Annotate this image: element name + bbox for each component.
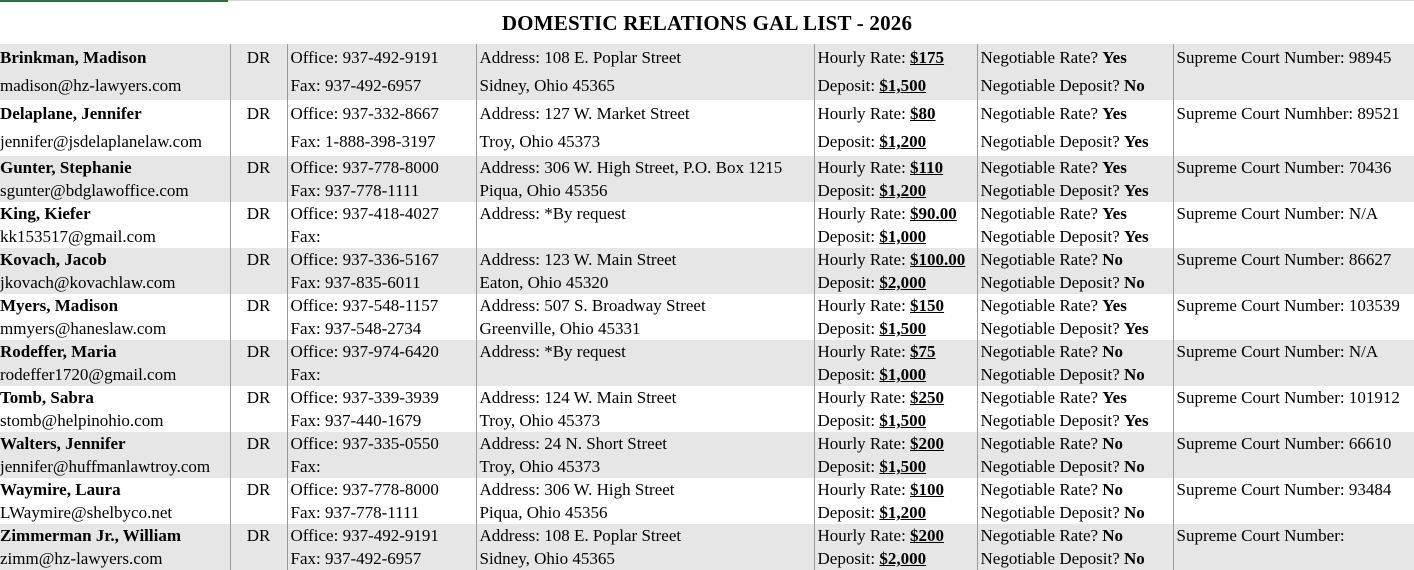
office-phone: Office: 937-418-4027	[291, 202, 476, 225]
negotiable-rate-value: No	[1102, 250, 1123, 269]
phone-cell	[287, 340, 476, 386]
negotiable-rate-value: Yes	[1102, 204, 1127, 223]
office-phone: Office: 937-548-1157	[291, 294, 476, 317]
fax-number: Fax:	[291, 363, 476, 386]
address-line-1: Address: *By request	[480, 340, 814, 363]
negotiable-rate-value: No	[1102, 434, 1123, 453]
hourly-rate-value: $90.00	[910, 204, 957, 223]
negotiable-rate-value: No	[1102, 480, 1123, 499]
rate-cell	[814, 100, 977, 156]
negotiable-rate-value: Yes	[1102, 158, 1127, 177]
address-cell	[476, 524, 814, 570]
rate-cell	[814, 524, 977, 570]
negotiable-rate-value: Yes	[1102, 388, 1127, 407]
office-phone: Office: 937-492-9191	[291, 44, 476, 72]
address-line-2: Piqua, Ohio 45356	[480, 501, 814, 524]
accent-bar	[0, 0, 228, 2]
case-type: DR	[231, 524, 287, 547]
deposit-value: $1,200	[879, 132, 926, 151]
rate-cell	[814, 340, 977, 386]
address-line-2: Sidney, Ohio 45365	[480, 72, 814, 100]
negotiable-rate-label: Negotiable Rate?	[981, 104, 1103, 123]
table-row	[0, 100, 1414, 156]
table-row	[0, 478, 1414, 524]
case-type: DR	[231, 248, 287, 271]
negotiable-deposit-label: Negotiable Deposit?	[981, 273, 1125, 292]
rate-cell	[814, 478, 977, 524]
negotiable-rate-label: Negotiable Rate?	[981, 434, 1103, 453]
deposit-label: Deposit:	[818, 411, 880, 430]
attorney-email[interactable]: LWaymire@shelbyco.net	[0, 501, 230, 524]
fax-number: Fax: 937-778-1111	[291, 179, 476, 202]
negotiable-cell	[977, 340, 1173, 386]
negotiable-deposit-label: Negotiable Deposit?	[981, 411, 1125, 430]
supreme-court-cell	[1173, 478, 1414, 524]
negotiable-rate-label: Negotiable Rate?	[981, 250, 1103, 269]
hourly-rate-value: $200	[910, 434, 944, 453]
deposit-label: Deposit:	[818, 503, 880, 522]
office-phone: Office: 937-332-8667	[291, 100, 476, 128]
negotiable-cell	[977, 44, 1173, 100]
hourly-rate-value: $200	[910, 526, 944, 545]
attorney-email[interactable]: jennifer@jsdelaplanelaw.com	[0, 128, 230, 156]
type-cell	[230, 44, 287, 100]
negotiable-rate-value: No	[1102, 342, 1123, 361]
attorney-name: Tomb, Sabra	[0, 386, 230, 409]
hourly-rate-label: Hourly Rate:	[818, 104, 911, 123]
name-cell	[0, 44, 230, 100]
hourly-rate-label: Hourly Rate:	[818, 296, 911, 315]
type-cell	[230, 248, 287, 294]
deposit-value: $1,200	[879, 503, 926, 522]
address-line-2: Troy, Ohio 45373	[480, 455, 814, 478]
address-line-1: Address: 124 W. Main Street	[480, 386, 814, 409]
name-cell	[0, 386, 230, 432]
attorney-name: King, Kiefer	[0, 202, 230, 225]
attorney-name: Waymire, Laura	[0, 478, 230, 501]
address-line-2: Piqua, Ohio 45356	[480, 179, 814, 202]
rate-cell	[814, 44, 977, 100]
fax-number: Fax: 937-548-2734	[291, 317, 476, 340]
attorney-email[interactable]: rodeffer1720@gmail.com	[0, 363, 230, 386]
supreme-court-number: Supreme Court Number: 103539	[1177, 294, 1414, 317]
negotiable-deposit-value: No	[1124, 457, 1145, 476]
negotiable-rate-value: Yes	[1102, 296, 1127, 315]
case-type: DR	[231, 44, 287, 72]
type-cell	[230, 478, 287, 524]
negotiable-rate-label: Negotiable Rate?	[981, 48, 1103, 67]
name-cell	[0, 340, 230, 386]
negotiable-rate-label: Negotiable Rate?	[981, 342, 1103, 361]
supreme-court-number: Supreme Court Number: 101912	[1177, 386, 1414, 409]
hourly-rate-value: $100	[910, 480, 944, 499]
phone-cell	[287, 248, 476, 294]
table-row	[0, 340, 1414, 386]
negotiable-cell	[977, 478, 1173, 524]
negotiable-rate-label: Negotiable Rate?	[981, 526, 1103, 545]
hourly-rate-label: Hourly Rate:	[818, 48, 911, 67]
negotiable-cell	[977, 156, 1173, 202]
office-phone: Office: 937-335-0550	[291, 432, 476, 455]
attorney-email[interactable]: mmyers@haneslaw.com	[0, 317, 230, 340]
supreme-court-number: Supreme Court Numhber: 89521	[1177, 100, 1414, 128]
hourly-rate-label: Hourly Rate:	[818, 434, 911, 453]
negotiable-deposit-value: Yes	[1124, 411, 1149, 430]
address-cell	[476, 156, 814, 202]
attorney-email[interactable]: zimm@hz-lawyers.com	[0, 547, 230, 570]
supreme-court-cell	[1173, 156, 1414, 202]
negotiable-cell	[977, 524, 1173, 570]
table-row	[0, 44, 1414, 100]
rate-cell	[814, 432, 977, 478]
supreme-court-cell	[1173, 44, 1414, 100]
address-cell	[476, 248, 814, 294]
hourly-rate-value: $80	[910, 104, 936, 123]
fax-number: Fax: 937-440-1679	[291, 409, 476, 432]
phone-cell	[287, 294, 476, 340]
type-cell	[230, 294, 287, 340]
supreme-court-number: Supreme Court Number: 66610	[1177, 432, 1414, 455]
negotiable-rate-label: Negotiable Rate?	[981, 388, 1103, 407]
deposit-value: $1,500	[879, 457, 926, 476]
negotiable-deposit-value: Yes	[1124, 319, 1149, 338]
negotiable-cell	[977, 248, 1173, 294]
table-row	[0, 202, 1414, 248]
negotiable-deposit-value: Yes	[1124, 132, 1149, 151]
address-line-2: Greenville, Ohio 45331	[480, 317, 814, 340]
type-cell	[230, 386, 287, 432]
hourly-rate-value: $150	[910, 296, 944, 315]
case-type: DR	[231, 202, 287, 225]
negotiable-rate-label: Negotiable Rate?	[981, 296, 1103, 315]
negotiable-rate-label: Negotiable Rate?	[981, 480, 1103, 499]
hourly-rate-label: Hourly Rate:	[818, 158, 911, 177]
hourly-rate-label: Hourly Rate:	[818, 250, 911, 269]
address-line-1: Address: 108 E. Poplar Street	[480, 44, 814, 72]
attorney-email[interactable]: sgunter@bdglawoffice.com	[0, 179, 230, 202]
page-title: DOMESTIC RELATIONS GAL LIST - 2026	[0, 11, 1414, 36]
deposit-value: $2,000	[879, 549, 926, 568]
negotiable-deposit-label: Negotiable Deposit?	[981, 132, 1125, 151]
name-cell	[0, 478, 230, 524]
attorney-email[interactable]: kk153517@gmail.com	[0, 225, 230, 248]
type-cell	[230, 156, 287, 202]
attorney-email[interactable]: madison@hz-lawyers.com	[0, 72, 230, 100]
type-cell	[230, 340, 287, 386]
case-type: DR	[231, 432, 287, 455]
attorney-email[interactable]: jennifer@huffmanlawtroy.com	[0, 455, 230, 478]
attorney-email[interactable]: stomb@helpinohio.com	[0, 409, 230, 432]
office-phone: Office: 937-974-6420	[291, 340, 476, 363]
address-cell	[476, 202, 814, 248]
address-line-1: Address: *By request	[480, 202, 814, 225]
supreme-court-cell	[1173, 294, 1414, 340]
deposit-value: $1,500	[879, 319, 926, 338]
rate-cell	[814, 202, 977, 248]
supreme-court-number: Supreme Court Number: N/A	[1177, 340, 1414, 363]
office-phone: Office: 937-339-3939	[291, 386, 476, 409]
deposit-label: Deposit:	[818, 132, 880, 151]
case-type: DR	[231, 100, 287, 128]
fax-number: Fax:	[291, 225, 476, 248]
negotiable-deposit-value: No	[1124, 273, 1145, 292]
hourly-rate-value: $250	[910, 388, 944, 407]
office-phone: Office: 937-492-9191	[291, 524, 476, 547]
phone-cell	[287, 386, 476, 432]
negotiable-deposit-value: Yes	[1124, 227, 1149, 246]
negotiable-cell	[977, 386, 1173, 432]
office-phone: Office: 937-778-8000	[291, 156, 476, 179]
address-line-1: Address: 123 W. Main Street	[480, 248, 814, 271]
hourly-rate-value: $175	[910, 48, 944, 67]
address-line-2: Eaton, Ohio 45320	[480, 271, 814, 294]
rate-cell	[814, 386, 977, 432]
supreme-court-cell	[1173, 524, 1414, 570]
attorney-name: Walters, Jennifer	[0, 432, 230, 455]
name-cell	[0, 156, 230, 202]
address-cell	[476, 294, 814, 340]
negotiable-cell	[977, 100, 1173, 156]
negotiable-rate-value: Yes	[1102, 104, 1127, 123]
deposit-label: Deposit:	[818, 181, 880, 200]
deposit-value: $1,000	[879, 365, 926, 384]
name-cell	[0, 294, 230, 340]
phone-cell	[287, 202, 476, 248]
attorney-email[interactable]: jkovach@kovachlaw.com	[0, 271, 230, 294]
office-phone: Office: 937-336-5167	[291, 248, 476, 271]
supreme-court-cell	[1173, 432, 1414, 478]
negotiable-cell	[977, 294, 1173, 340]
deposit-label: Deposit:	[818, 549, 880, 568]
address-line-1: Address: 127 W. Market Street	[480, 100, 814, 128]
address-line-2: Sidney, Ohio 45365	[480, 547, 814, 570]
address-line-1: Address: 507 S. Broadway Street	[480, 294, 814, 317]
gal-table	[0, 44, 1414, 570]
table-row	[0, 524, 1414, 570]
office-phone: Office: 937-778-8000	[291, 478, 476, 501]
type-cell	[230, 100, 287, 156]
address-cell	[476, 44, 814, 100]
phone-cell	[287, 478, 476, 524]
negotiable-cell	[977, 432, 1173, 478]
negotiable-deposit-value: No	[1124, 76, 1145, 95]
deposit-value: $1,500	[879, 411, 926, 430]
phone-cell	[287, 432, 476, 478]
name-cell	[0, 100, 230, 156]
rate-cell	[814, 248, 977, 294]
address-line-1: Address: 24 N. Short Street	[480, 432, 814, 455]
address-cell	[476, 478, 814, 524]
fax-number: Fax: 937-778-1111	[291, 501, 476, 524]
case-type: DR	[231, 156, 287, 179]
name-cell	[0, 432, 230, 478]
type-cell	[230, 524, 287, 570]
attorney-name: Zimmerman Jr., William	[0, 524, 230, 547]
fax-number: Fax: 1-888-398-3197	[291, 128, 476, 156]
supreme-court-number: Supreme Court Number: 98945	[1177, 44, 1414, 72]
address-line-1: Address: 306 W. High Street	[480, 478, 814, 501]
negotiable-deposit-label: Negotiable Deposit?	[981, 319, 1125, 338]
deposit-value: $1,000	[879, 227, 926, 246]
fax-number: Fax: 937-492-6957	[291, 72, 476, 100]
negotiable-deposit-label: Negotiable Deposit?	[981, 227, 1125, 246]
fax-number: Fax:	[291, 455, 476, 478]
negotiable-deposit-value: No	[1124, 365, 1145, 384]
negotiable-deposit-value: Yes	[1124, 181, 1149, 200]
hourly-rate-value: $75	[910, 342, 936, 361]
type-cell	[230, 202, 287, 248]
supreme-court-cell	[1173, 100, 1414, 156]
negotiable-rate-label: Negotiable Rate?	[981, 204, 1103, 223]
case-type: DR	[231, 386, 287, 409]
address-line-1: Address: 108 E. Poplar Street	[480, 524, 814, 547]
negotiable-rate-value: No	[1102, 526, 1123, 545]
phone-cell	[287, 44, 476, 100]
fax-number: Fax: 937-835-6011	[291, 271, 476, 294]
supreme-court-cell	[1173, 202, 1414, 248]
hourly-rate-label: Hourly Rate:	[818, 480, 911, 499]
address-cell	[476, 340, 814, 386]
supreme-court-number: Supreme Court Number: 70436	[1177, 156, 1414, 179]
deposit-label: Deposit:	[818, 273, 880, 292]
attorney-name: Delaplane, Jennifer	[0, 100, 230, 128]
supreme-court-cell	[1173, 248, 1414, 294]
negotiable-rate-label: Negotiable Rate?	[981, 158, 1103, 177]
type-cell	[230, 432, 287, 478]
attorney-name: Brinkman, Madison	[0, 44, 230, 72]
phone-cell	[287, 100, 476, 156]
table-row	[0, 386, 1414, 432]
negotiable-deposit-label: Negotiable Deposit?	[981, 365, 1125, 384]
negotiable-rate-value: Yes	[1102, 48, 1127, 67]
hourly-rate-label: Hourly Rate:	[818, 526, 911, 545]
supreme-court-number: Supreme Court Number: 86627	[1177, 248, 1414, 271]
address-line-2: Troy, Ohio 45373	[480, 128, 814, 156]
fax-number: Fax: 937-492-6957	[291, 547, 476, 570]
deposit-value: $1,200	[879, 181, 926, 200]
negotiable-deposit-label: Negotiable Deposit?	[981, 181, 1125, 200]
negotiable-deposit-label: Negotiable Deposit?	[981, 457, 1125, 476]
name-cell	[0, 202, 230, 248]
table-row	[0, 432, 1414, 478]
hourly-rate-value: $100.00	[910, 250, 965, 269]
address-cell	[476, 100, 814, 156]
case-type: DR	[231, 478, 287, 501]
hourly-rate-value: $110	[910, 158, 943, 177]
deposit-value: $1,500	[879, 76, 926, 95]
negotiable-deposit-label: Negotiable Deposit?	[981, 549, 1125, 568]
deposit-label: Deposit:	[818, 319, 880, 338]
address-cell	[476, 386, 814, 432]
deposit-label: Deposit:	[818, 365, 880, 384]
deposit-value: $2,000	[879, 273, 926, 292]
phone-cell	[287, 524, 476, 570]
hourly-rate-label: Hourly Rate:	[818, 204, 911, 223]
table-row	[0, 294, 1414, 340]
supreme-court-cell	[1173, 340, 1414, 386]
negotiable-deposit-value: No	[1124, 503, 1145, 522]
rate-cell	[814, 156, 977, 202]
deposit-label: Deposit:	[818, 457, 880, 476]
deposit-label: Deposit:	[818, 76, 880, 95]
hourly-rate-label: Hourly Rate:	[818, 388, 911, 407]
deposit-label: Deposit:	[818, 227, 880, 246]
negotiable-deposit-value: No	[1124, 549, 1145, 568]
address-cell	[476, 432, 814, 478]
table-row	[0, 248, 1414, 294]
attorney-name: Kovach, Jacob	[0, 248, 230, 271]
attorney-name: Rodeffer, Maria	[0, 340, 230, 363]
attorney-name: Gunter, Stephanie	[0, 156, 230, 179]
attorney-name: Myers, Madison	[0, 294, 230, 317]
address-line-1: Address: 306 W. High Street, P.O. Box 1215	[480, 156, 814, 179]
phone-cell	[287, 156, 476, 202]
supreme-court-number: Supreme Court Number:	[1177, 524, 1414, 547]
name-cell	[0, 248, 230, 294]
table-row	[0, 156, 1414, 202]
rate-cell	[814, 294, 977, 340]
hourly-rate-label: Hourly Rate:	[818, 342, 911, 361]
negotiable-deposit-label: Negotiable Deposit?	[981, 76, 1125, 95]
name-cell	[0, 524, 230, 570]
supreme-court-cell	[1173, 386, 1414, 432]
supreme-court-number: Supreme Court Number: 93484	[1177, 478, 1414, 501]
negotiable-deposit-label: Negotiable Deposit?	[981, 503, 1125, 522]
address-line-2: Troy, Ohio 45373	[480, 409, 814, 432]
case-type: DR	[231, 294, 287, 317]
supreme-court-number: Supreme Court Number: N/A	[1177, 202, 1414, 225]
case-type: DR	[231, 340, 287, 363]
negotiable-cell	[977, 202, 1173, 248]
